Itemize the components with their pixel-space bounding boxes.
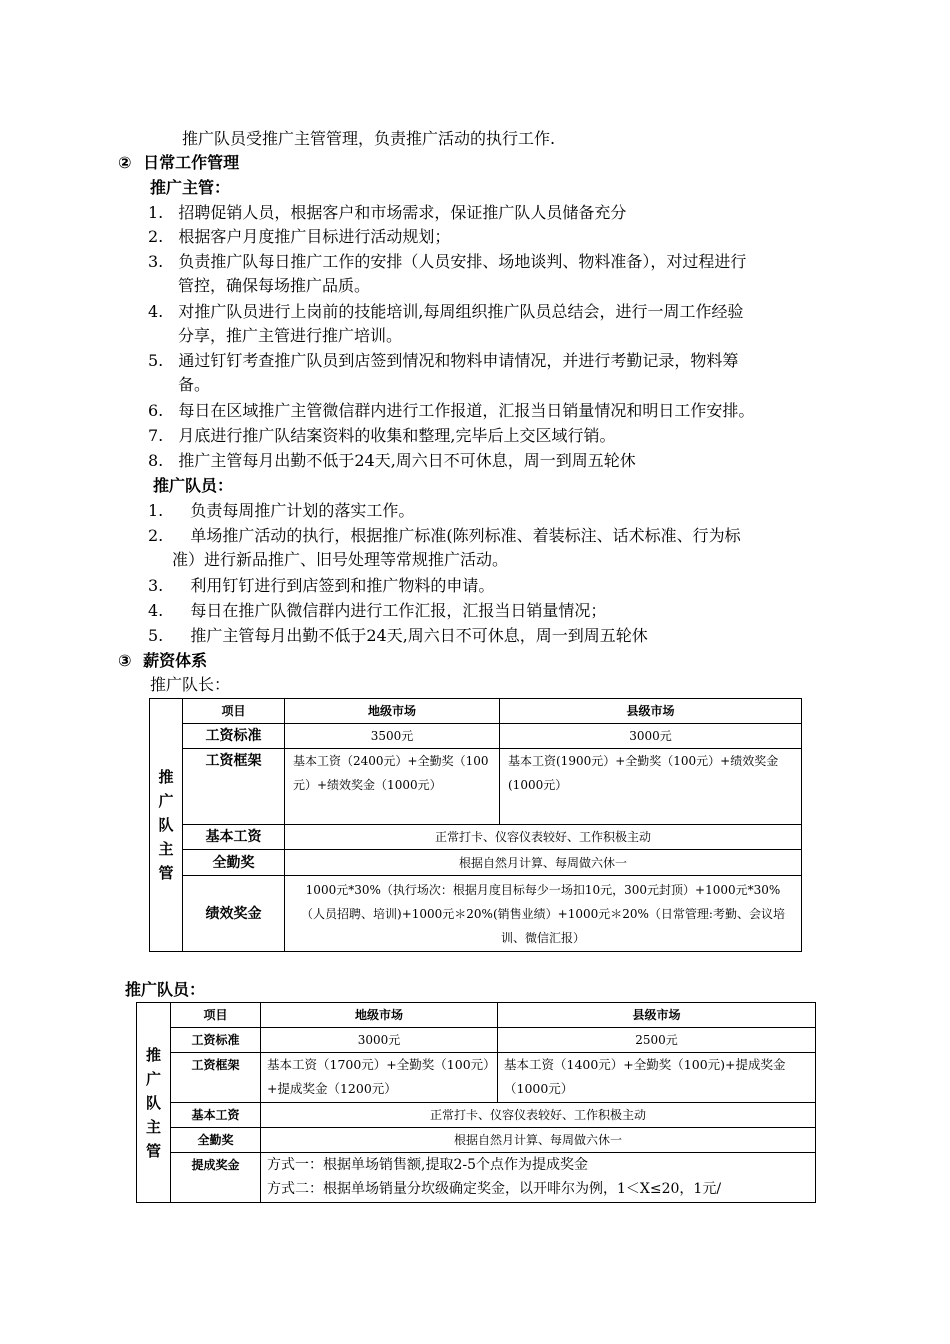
list-item	[148, 400, 754, 422]
header-city: 地级市场	[285, 699, 500, 724]
item-number: 1.	[148, 203, 164, 222]
table2-side-label: 推 广 队 主 管	[137, 1003, 171, 1203]
header-county: 县级市场	[500, 699, 802, 724]
item-number: 7.	[148, 426, 164, 445]
cell-value: 根据自然月计算、每周做六休一	[261, 1128, 816, 1153]
item-text: 每日在推广队微信群内进行工作汇报，汇报当日销量情况；	[190, 601, 607, 620]
table-row	[150, 825, 802, 850]
row-label: 基本工资	[183, 825, 285, 850]
row-label: 工资框架	[183, 749, 285, 825]
intro-text: 推广队员受推广主管管理，负责推广活动的执行工作.	[182, 129, 556, 148]
table-row	[137, 1053, 816, 1103]
row-label: 提成奖金	[171, 1153, 261, 1203]
item-continuation: 管控，确保每场推广品质。	[178, 276, 371, 295]
item-continuation: 准）进行新品推广、旧号处理等常规推广活动。	[172, 550, 509, 569]
item-number: 4.	[148, 302, 164, 321]
row-label: 工资标准	[171, 1028, 261, 1053]
item-text: 推广主管每月出勤不低于24天,周六日不可休息，周一到周五轮休	[190, 626, 648, 645]
item-number: 2.	[148, 227, 164, 246]
cell-value: 根据自然月计算、每周做六休一	[285, 850, 802, 876]
list-item	[148, 251, 746, 273]
item-number: 6.	[148, 401, 164, 420]
item-text: 负责推广队每日推广工作的安排（人员安排、场地谈判、物料准备），对过程进行	[178, 252, 747, 271]
cell-value: 正常打卡、仪容仪表较好、工作积极主动	[261, 1103, 816, 1128]
row-label: 工资标准	[183, 724, 285, 749]
list-item	[148, 226, 450, 248]
table-row	[137, 1103, 816, 1128]
header-item: 项目	[183, 699, 285, 724]
list-item	[148, 301, 743, 323]
header-city: 地级市场	[261, 1003, 498, 1028]
cell-county: 2500元	[498, 1028, 816, 1053]
cell-city: 基本工资（2400元）+全勤奖（100元）+绩效奖金（1000元）	[285, 749, 500, 825]
commission-method-1: 方式一：根据单场销售额,提取2-5个点作为提成奖金	[267, 1157, 588, 1173]
list-item	[148, 425, 615, 447]
table-row	[150, 850, 802, 876]
item-number: 2.	[148, 526, 164, 545]
table-row	[150, 876, 802, 952]
row-label: 基本工资	[171, 1103, 261, 1128]
table-row	[137, 1128, 816, 1153]
section2-heading	[118, 152, 239, 174]
row-label: 工资框架	[171, 1053, 261, 1103]
item-text: 每日在区域推广主管微信群内进行工作报道，汇报当日销量情况和明日工作安排。	[178, 401, 755, 420]
section3-title: 薪资体系	[143, 651, 208, 670]
cell-value: 正常打卡、仪容仪表较好、工作积极主动	[285, 825, 802, 850]
item-text: 负责每周推广计划的落实工作。	[190, 501, 415, 520]
item-number: 8.	[148, 451, 164, 470]
list-item	[148, 525, 741, 547]
item-continuation: 备。	[178, 375, 211, 394]
list-item	[148, 575, 494, 597]
cell-value: 1000元*30%（执行场次：根据月度目标每少一场扣10元，300元封顶）+1000元*30%（人员招聘、培训)+1000元＊20%(销售业绩）+1000元＊20%（日常管理:考勤、会议培训、微信汇报）	[285, 876, 802, 952]
item-number: 5.	[148, 626, 164, 645]
item-text: 根据客户月度推广目标进行活动规划；	[178, 227, 451, 246]
item-text: 对推广队员进行上岗前的技能培训,每周组织推广队员总结会，进行一周工作经验	[178, 302, 744, 321]
salary-table-member	[136, 1002, 816, 1203]
list-item	[148, 625, 648, 647]
header-item: 项目	[171, 1003, 261, 1028]
item-text: 月底进行推广队结案资料的收集和整理,完毕后上交区域行销。	[178, 426, 616, 445]
table1-side-label: 推 广 队 主 管	[150, 699, 183, 952]
row-label: 全勤奖	[171, 1128, 261, 1153]
item-text: 利用钉钉进行到店签到和推广物料的申请。	[190, 576, 495, 595]
item-number: 3.	[148, 252, 164, 271]
item-number: 1.	[148, 501, 164, 520]
item-number: 3.	[148, 576, 164, 595]
item-text: 通过钉钉考查推广队员到店签到情况和物料申请情况，并进行考勤记录，物料筹	[178, 351, 739, 370]
table-row	[150, 749, 802, 825]
table-row	[150, 724, 802, 749]
cell-city: 基本工资（1700元）+全勤奖（100元）+提成奖金（1200元）	[261, 1053, 498, 1103]
manager-heading: 推广主管：	[150, 178, 231, 197]
cell-county: 基本工资(1900元）+全勤奖（100元）+绩效奖金(1000元）	[500, 749, 802, 825]
cell-county: 基本工资（1400元）+全勤奖（100元)+提成奖金（1000元）	[498, 1053, 816, 1103]
header-county: 县级市场	[498, 1003, 816, 1028]
table-row	[137, 1153, 816, 1203]
item-text: 招聘促销人员，根据客户和市场需求，保证推广队人员储备充分	[178, 203, 627, 222]
section2-marker: ②	[118, 153, 132, 172]
table2-caption: 推广队员：	[125, 980, 206, 999]
row-label: 绩效奖金	[183, 876, 285, 952]
list-item	[148, 350, 738, 372]
list-item	[148, 202, 626, 224]
cell-city: 3000元	[261, 1028, 498, 1053]
table-row	[137, 1028, 816, 1053]
item-number: 4.	[148, 601, 164, 620]
cell-city: 3500元	[285, 724, 500, 749]
commission-method-2: 方式二：根据单场销量分坎级确定奖金，以开啡尔为例，1＜X≤20，1元/	[267, 1181, 722, 1197]
row-label: 全勤奖	[183, 850, 285, 876]
section3-marker: ③	[118, 651, 132, 670]
section3-heading	[118, 650, 207, 672]
list-item	[148, 600, 606, 622]
cell-value	[261, 1153, 816, 1203]
section2-title: 日常工作管理	[143, 153, 240, 172]
cell-county: 3000元	[500, 724, 802, 749]
table1-caption: 推广队长：	[150, 675, 231, 694]
member-heading: 推广队员：	[153, 476, 234, 495]
list-item	[148, 500, 414, 522]
item-text: 单场推广活动的执行，根据推广标准(陈列标准、着装标注、话术标准、行为标	[190, 526, 741, 545]
list-item	[148, 450, 636, 472]
item-number: 5.	[148, 351, 164, 370]
item-text: 推广主管每月出勤不低于24天,周六日不可休息，周一到周五轮休	[178, 451, 636, 470]
item-continuation: 分享，推广主管进行推广培训。	[178, 326, 403, 345]
salary-table-leader	[149, 698, 802, 952]
